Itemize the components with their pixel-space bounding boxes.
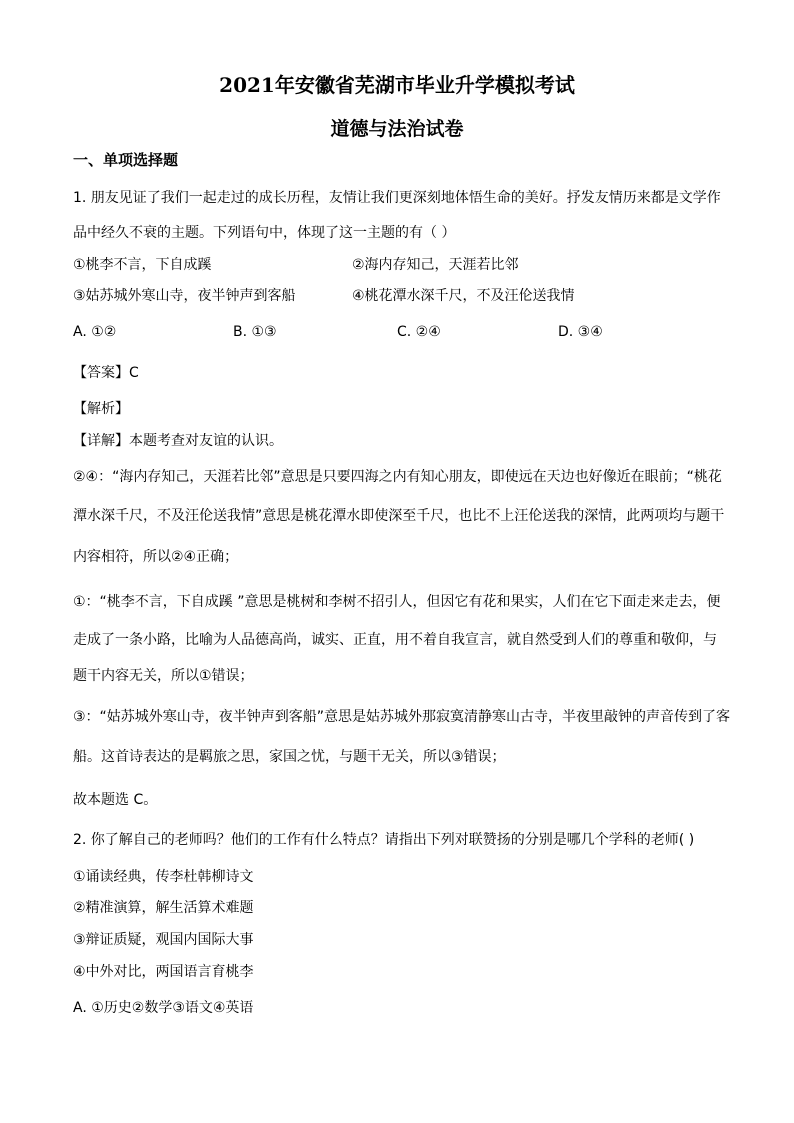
q1-item-2: ②海内存知己，天涯若比邻 [352, 257, 519, 273]
q1-option-a: A. ①② [73, 324, 117, 340]
q1-conclusion: 故本题选 C。 [73, 792, 158, 808]
q1-detail: 【详解】本题考查对友谊的认识。 [73, 433, 283, 449]
q1-analysis-p2-line3: 题干内容无关，所以①错误； [73, 668, 254, 684]
q1-option-b: B. ①③ [233, 324, 277, 340]
q1-stem-line1: 1. 朋友见证了我们一起走过的成长历程，友情让我们更深刻地体悟生命的美好。抒发友情历来都是文学作 [73, 190, 721, 206]
q1-analysis-p3-line1: ③：“姑苏城外寒山寺，夜半钟声到客船”意思是姑苏城外那寂寞清静寒山古寺，半夜里敲钟的声音传到了客 [73, 709, 731, 725]
q1-analysis-p1-line3: 内容相符，所以②④正确； [73, 549, 239, 565]
q1-answer: 【答案】C [73, 365, 139, 381]
q1-analysis-p2-line1: ①：“桃李不言，下自成蹊 ”意思是桃树和李树不招引人，但因它有花和果实，人们在它下面走来走去，便 [73, 594, 721, 610]
q1-analysis-tag: 【解析】 [73, 401, 129, 417]
q1-analysis-p1-line2: 潭水深千尺，不及汪伦送我情”意思是桃花潭水即使深至千尺，也比不上汪伦送我的深情，此两项均与题干 [73, 508, 725, 524]
q1-item-4: ④桃花潭水深千尺，不及汪伦送我情 [352, 288, 575, 304]
q1-option-c: C. ②④ [397, 324, 441, 340]
page-title: 2021年安徽省芜湖市毕业升学模拟考试 [219, 73, 575, 97]
q1-analysis-p3-line2: 船。这首诗表达的是羁旅之思，家国之忧，与题干无关，所以③错误； [73, 749, 506, 765]
page-subtitle: 道德与法治试卷 [330, 118, 464, 140]
q1-analysis-p2-line2: 走成了一条小路，比喻为人品德高尚，诚实、正直，用不着自我宣言，就自然受到人们的尊重和敬仰，与 [73, 632, 717, 648]
q2-item-1: ①诵读经典，传李杜韩柳诗文 [73, 869, 254, 885]
q1-item-3: ③姑苏城外寒山寺，夜半钟声到客船 [73, 288, 296, 304]
q2-item-3: ③辩证质疑，观国内国际大事 [73, 932, 254, 948]
section-heading: 一、单项选择题 [73, 151, 179, 169]
q2-item-2: ②精准演算，解生活算术难题 [73, 900, 254, 916]
q1-option-d: D. ③④ [558, 324, 603, 340]
q2-option-a: A. ①历史②数学③语文④英语 [73, 1000, 254, 1016]
q1-analysis-p1-line1: ②④：“海内存知己，天涯若比邻”意思是只要四海之内有知心朋友，即使远在天边也好像近在眼前；“桃花 [73, 469, 722, 485]
q2-stem: 2. 你了解自己的老师吗？他们的工作有什么特点？请指出下列对联赞扬的分别是哪几个学科的老师( ) [73, 832, 695, 848]
q2-item-4: ④中外对比，两国语言育桃李 [73, 964, 254, 980]
q1-item-1: ①桃李不言，下自成蹊 [73, 257, 212, 273]
q1-stem-line2: 品中经久不衰的主题。下列语句中，体现了这一主题的有（ ） [73, 225, 456, 241]
